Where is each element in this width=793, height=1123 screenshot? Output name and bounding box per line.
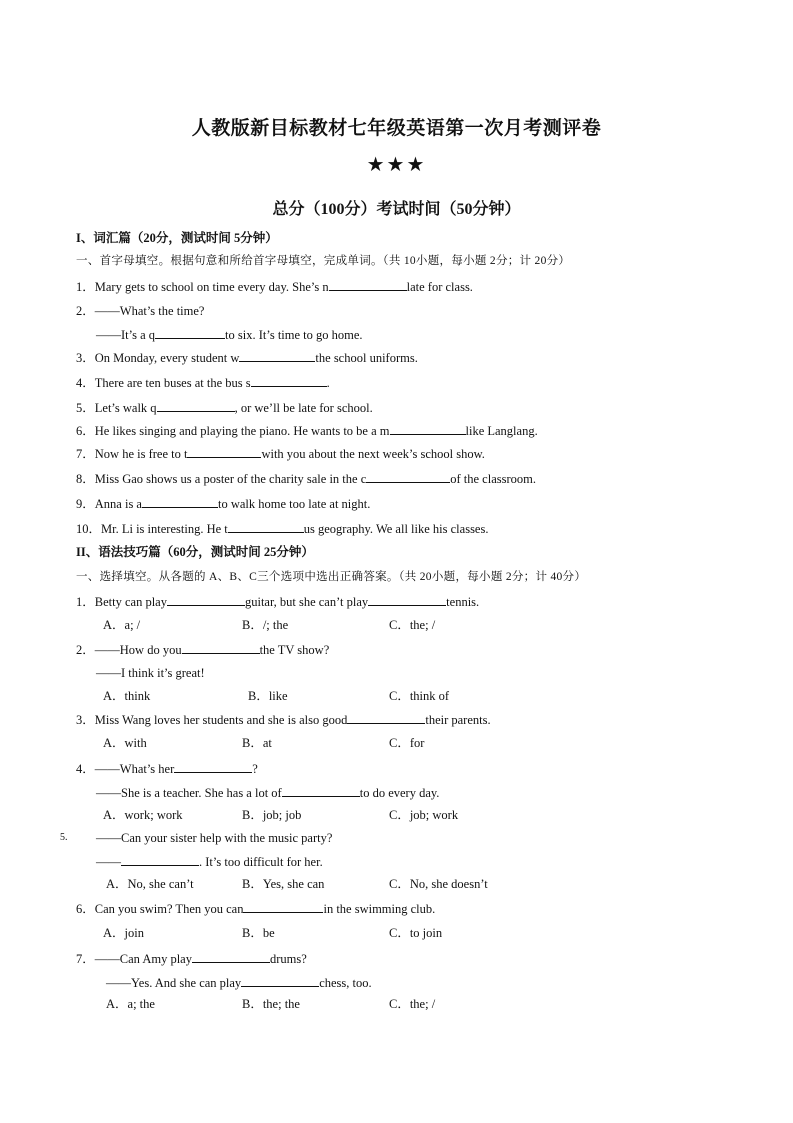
question-item: [76, 760, 258, 777]
question-item: [76, 900, 435, 917]
question-number: 8．: [76, 472, 95, 486]
question-text: Let’s walk q: [94, 401, 157, 415]
option-b[interactable]: B．the; the: [242, 997, 300, 1011]
section-instruction-grammar: 一、选择填空。从各题的 A、B、C三个选项中选出正确答案。（共 20小题，每小题 2分；计 40分）: [76, 571, 587, 583]
option-c[interactable]: C．job; work: [389, 808, 459, 822]
question-number: 1．: [76, 280, 95, 294]
question-number: 6．: [76, 902, 95, 916]
question-text: drums?: [269, 952, 307, 966]
page-title: 人教版新目标教材七年级英语第一次月考测评卷: [191, 118, 602, 139]
question-item: [76, 711, 491, 728]
answer-blank[interactable]: [155, 326, 225, 339]
question-text: Now he is free to t: [94, 447, 188, 461]
question-text: . It’s too difficult for her.: [199, 855, 323, 869]
question-number: 4．: [76, 376, 95, 390]
option-b[interactable]: B．Yes, she can: [242, 877, 325, 891]
question-number: 1．: [76, 595, 95, 609]
answer-blank[interactable]: [368, 593, 446, 606]
answer-blank[interactable]: [329, 278, 407, 291]
option-a[interactable]: A．work; work: [103, 808, 183, 822]
question-item: ——Can your sister help with the music party?: [96, 831, 333, 845]
question-number: 2．: [76, 643, 95, 657]
question-number: 4．: [76, 762, 95, 776]
answer-blank[interactable]: [243, 900, 323, 913]
question-item: [96, 326, 363, 343]
question-text: Miss Wang loves her students and she is also good: [94, 713, 348, 727]
answer-blank[interactable]: [167, 593, 245, 606]
question-item: [76, 303, 204, 319]
option-c[interactable]: C．the; /: [389, 618, 436, 632]
question-number: 7．: [76, 447, 95, 461]
question-reply: ——I think it’s great!: [96, 666, 205, 680]
question-text: to do every day.: [359, 786, 440, 800]
section-instruction-vocabulary: 一、首字母填空。根据句意和所给首字母填空，完成单词。（共 10小题，每小题 2分；计 20分）: [76, 255, 571, 267]
question-number: 3．: [76, 713, 95, 727]
question-item: [76, 495, 370, 512]
question-number: 10．: [76, 522, 102, 536]
question-number: 5．: [76, 401, 95, 415]
option-a[interactable]: A．join: [103, 926, 144, 940]
question-text: in the swimming club.: [323, 902, 436, 916]
rating-stars: ★★★: [366, 154, 427, 176]
option-b[interactable]: B．be: [242, 926, 275, 940]
option-a[interactable]: A．think: [103, 689, 151, 703]
answer-blank[interactable]: [174, 760, 252, 773]
question-text: ——Can Amy play: [94, 952, 192, 966]
question-text: the school uniforms.: [315, 351, 418, 365]
answer-blank[interactable]: [282, 784, 360, 797]
answer-blank[interactable]: [142, 495, 218, 508]
question-item: [76, 374, 330, 391]
answer-blank[interactable]: [239, 349, 315, 362]
answer-blank[interactable]: [347, 711, 425, 724]
question-text: their parents.: [425, 713, 491, 727]
question-number: 2．: [76, 304, 95, 318]
question-text: with you about the next week’s school show.: [261, 447, 485, 461]
question-text: to walk home too late at night.: [217, 497, 371, 511]
question-text: ——How do you: [94, 643, 182, 657]
question-text: ——: [96, 855, 121, 869]
question-text: to six. It’s time to go home.: [225, 328, 363, 342]
question-reply: [106, 974, 372, 991]
question-text: .: [326, 376, 330, 390]
question-text: Anna is a: [94, 497, 142, 511]
question-item: [76, 399, 373, 416]
question-text: Mr. Li is interesting. He t: [101, 522, 228, 536]
question-item: [76, 349, 418, 366]
answer-blank[interactable]: [390, 422, 466, 435]
question-text: ?: [252, 762, 258, 776]
question-text: ——What’s the time?: [94, 304, 205, 318]
answer-blank[interactable]: [192, 950, 270, 963]
option-c[interactable]: C．the; /: [389, 997, 436, 1011]
answer-blank[interactable]: [228, 520, 304, 533]
question-text: late for class.: [406, 280, 473, 294]
option-b[interactable]: B．at: [242, 736, 272, 750]
answer-blank[interactable]: [121, 853, 199, 866]
question-item: [76, 470, 536, 487]
question-item: [76, 593, 479, 610]
section-heading-vocabulary: I、词汇篇（20分，测试时间 5分钟）: [76, 231, 278, 245]
question-text: Can you swim? Then you can: [94, 902, 244, 916]
question-text: Betty can play: [94, 595, 167, 609]
option-a[interactable]: A．with: [103, 736, 147, 750]
question-text: ——It’s a q: [96, 328, 156, 342]
question-text: the TV show?: [259, 643, 330, 657]
question-item: [76, 520, 488, 537]
question-number: 9．: [76, 497, 95, 511]
question-text: tennis.: [446, 595, 480, 609]
question-text: of the classroom.: [450, 472, 536, 486]
question-text: On Monday, every student w: [94, 351, 240, 365]
question-text: ——She is a teacher. She has a lot of: [96, 786, 282, 800]
option-b[interactable]: B．job; job: [242, 808, 302, 822]
option-c[interactable]: C．for: [389, 736, 425, 750]
question-number: 5.: [60, 832, 68, 843]
question-reply: [96, 853, 323, 870]
section-heading-grammar: II、语法技巧篇（60分，测试时间 25分钟）: [76, 545, 314, 559]
answer-blank[interactable]: [182, 641, 260, 654]
question-item: [76, 445, 485, 462]
question-text: He likes singing and playing the piano. He wants to be a m: [94, 424, 390, 438]
option-b[interactable]: B．/; the: [242, 618, 289, 632]
answer-blank[interactable]: [157, 399, 235, 412]
question-text: There are ten buses at the bus s: [94, 376, 251, 390]
question-number: 7．: [76, 952, 95, 966]
question-text: us geography. We all like his classes.: [303, 522, 489, 536]
option-b[interactable]: B．like: [248, 689, 288, 703]
question-text: guitar, but she can’t play: [244, 595, 369, 609]
question-number: 6．: [76, 424, 95, 438]
answer-blank[interactable]: [251, 374, 327, 387]
question-item: [76, 278, 473, 295]
question-text: ——Yes. And she can play: [106, 976, 242, 990]
question-text: Mary gets to school on time every day. She’s n: [94, 280, 329, 294]
answer-blank[interactable]: [187, 445, 261, 458]
question-reply: [96, 784, 439, 801]
option-c[interactable]: C．No, she doesn’t: [389, 877, 488, 891]
question-item: [76, 422, 538, 439]
question-item: [76, 950, 307, 967]
option-c[interactable]: C．think of: [389, 689, 450, 703]
question-text: Miss Gao shows us a poster of the charity sale in the c: [94, 472, 367, 486]
question-text: ——What’s her: [94, 762, 175, 776]
question-item: [76, 641, 329, 658]
answer-blank[interactable]: [366, 470, 450, 483]
exam-subtitle: 总分（100分）考试时间（50分钟）: [272, 201, 521, 218]
question-text: , or we’ll be late for school.: [234, 401, 373, 415]
option-a[interactable]: A．No, she can’t: [106, 877, 194, 891]
question-text: like Langlang.: [465, 424, 538, 438]
option-c[interactable]: C．to join: [389, 926, 443, 940]
option-a[interactable]: A．a; the: [106, 997, 155, 1011]
answer-blank[interactable]: [241, 974, 319, 987]
option-a[interactable]: A．a; /: [103, 618, 141, 632]
question-number: 3．: [76, 351, 95, 365]
question-text: chess, too.: [319, 976, 372, 990]
